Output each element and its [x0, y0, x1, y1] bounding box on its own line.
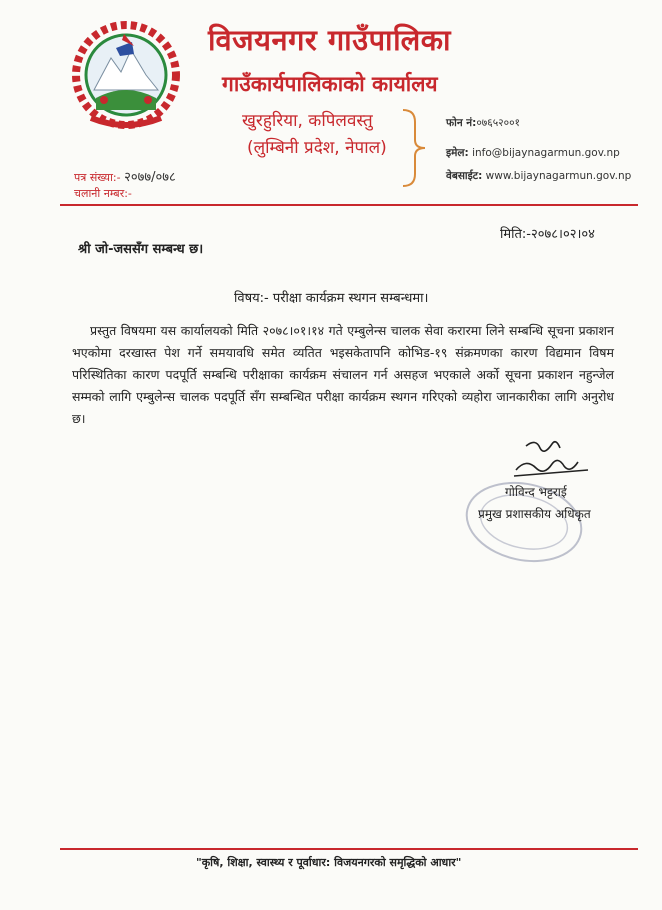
- website-label: वेबसाईट:: [446, 170, 483, 182]
- chalani-number: [74, 186, 132, 201]
- email-value[interactable]: info@bijaynagarmun.gov.np: [472, 147, 620, 159]
- footer-slogan: "कृषि, शिक्षा, स्वास्थ्य र पूर्वाधार: विजयनगरको समृद्धिको आधार": [196, 856, 462, 869]
- address-line-2: (लुम्बिनी प्रदेश, नेपाल): [247, 138, 387, 158]
- email-label: इमेल:: [446, 147, 469, 159]
- office-title: गाउँकार्यपालिकाको कार्यालय: [222, 72, 438, 96]
- header-divider: [60, 204, 638, 206]
- handwritten-signature-icon: [506, 436, 596, 484]
- nepal-government-emblem-icon: [66, 20, 186, 130]
- patra-sankhya: [74, 167, 176, 185]
- footer-divider: [60, 848, 638, 850]
- patra-label: पत्र संख्या:-: [74, 171, 121, 184]
- chalani-label: चलानी नम्बर:-: [74, 187, 132, 200]
- signatory-name: गोविन्द भट्टराई: [505, 485, 567, 499]
- curly-brace-divider: [399, 108, 429, 188]
- letter-body: प्रस्तुत विषयमा यस कार्यालयको मिति २०७८।०१।१४ गते एम्बुलेन्स चालक सेवा करारमा लिने सम्बन्धि सूचना प्रकाशन भएकोमा दरखास्त पेश गर्ने समयावधि समेत व्यतित भइसकेतापनि कोभिड-१९ संक्रमणका कारण विद्यमान विषम परिस्थितिका कारण पदपूर्ति सम्बन्धि परीक्षाका कार्यक्रम संचालन गर्न असहज भएकाले अर्को सूचना प्रकाशन नहुन्जेल सम्मको लागि एम्बुलेन्स चालक पदपूर्ति सँग सम्बन्धित परीक्षा कार्यक्रम स्थगन गरिएको व्यहोरा जानकारीका लागि अनुरोध छ।: [72, 323, 614, 426]
- signatory-title: प्रमुख प्रशासकीय अधिकृत: [478, 507, 591, 521]
- website-value[interactable]: www.bijaynagarmun.gov.np: [485, 170, 632, 182]
- recipient-line: श्री जो-जससँग सम्बन्ध छ।: [78, 242, 204, 257]
- letter-date: मिति:-२०७८।०२।०४: [500, 227, 595, 242]
- website-line: [446, 169, 631, 183]
- phone-value: ०७६५२००१: [476, 117, 521, 129]
- subject-line: विषय:- परीक्षा कार्यक्रम स्थगन सम्बन्धमा।: [234, 291, 429, 306]
- patra-value: २०७७/०७८: [124, 170, 176, 185]
- phone-line: [446, 116, 520, 130]
- address-line-1: खुरहुरिया, कपिलवस्तु: [242, 111, 373, 131]
- phone-label: फोन नं:: [446, 117, 477, 129]
- municipality-title: विजयनगर गाउँपालिका: [208, 23, 452, 57]
- email-line: [446, 146, 620, 160]
